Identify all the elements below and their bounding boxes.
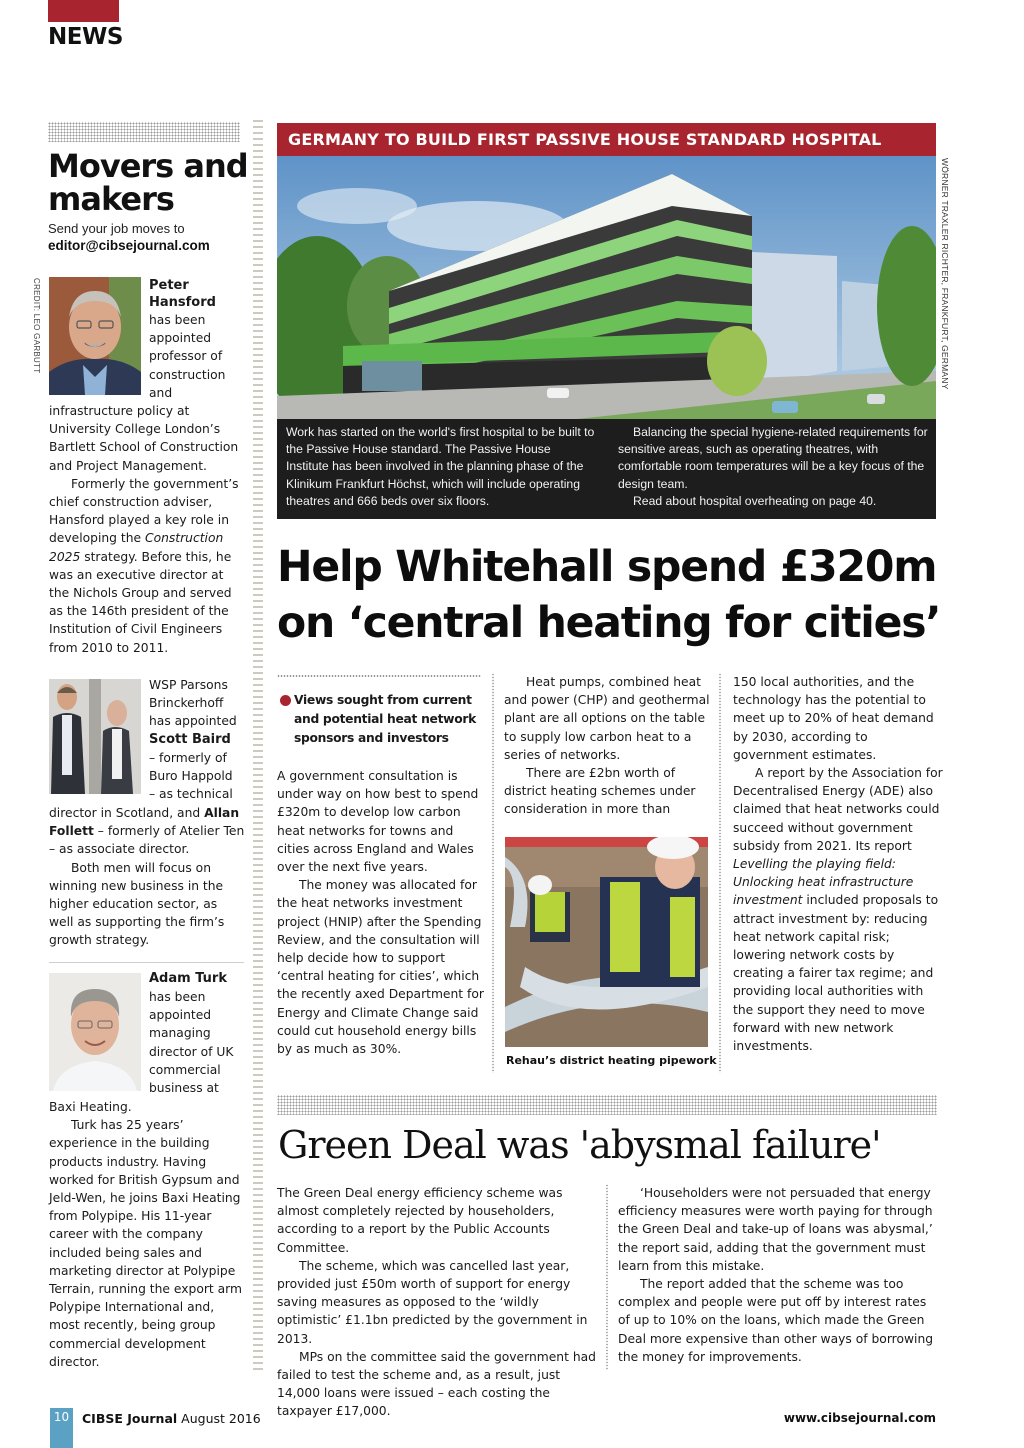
paragraph: Both men will focus on winning new business in the higher education sector, as well as supporting the firm’s growth strategy.: [49, 860, 225, 948]
paragraph: Balancing the special hygiene-related requirements for sensitive areas, such as operating theatres, with comfortable room temperatures will be a key focus of the design team.: [618, 425, 928, 491]
adam-turk-body: [49, 1098, 245, 1371]
text-line: business at: [149, 1081, 219, 1096]
report-title: Levelling the playing field: Unlocking heat infrastructure investment: [733, 857, 914, 908]
text-line: director of UK: [149, 1044, 234, 1059]
heat-column-3: [733, 673, 943, 1055]
journal-name: CIBSE Journal: [82, 1411, 178, 1426]
heat-headline: [277, 540, 942, 652]
paragraph: A government consultation is under way on how best to spend £320m to develop low carbon heat networks for towns and cities across England and Wales over the next five years.: [277, 769, 479, 875]
paragraph: Baxi Heating.: [49, 1100, 132, 1114]
headline-line: on ‘central heating for cities’: [277, 599, 941, 648]
district-heating-pipework-photo: [505, 837, 708, 1047]
text-line: Brinckerhoff: [149, 696, 224, 711]
text-line: appointed: [149, 1008, 212, 1023]
peter-hansford-body: [49, 402, 245, 657]
text-line: has appointed: [149, 714, 237, 729]
column-rule: [719, 673, 721, 1073]
text: A report by the Association for Decentralised Energy (ADE) also claimed that heat networks could succeed without government subsidy from 2021. Its report: [733, 766, 943, 853]
column-rule: [606, 1184, 608, 1370]
caption-left: [286, 424, 596, 510]
text: Formerly the government’s chief construction adviser, Hansford played a key role in developing the: [49, 476, 239, 546]
paragraph: Work has started on the world's first hospital to be built to the Passive House standard. The Passive House Institute has been involved in the planning phase of the Klinikum Frankfurt Höchst, which will include operating theatres and 666 beds over six floors.: [286, 425, 595, 508]
heat-column-1: [277, 767, 487, 1058]
movers-subtitle: Send your job moves to: [48, 221, 185, 236]
wsp-body: [49, 804, 245, 950]
paragraph: [49, 475, 245, 657]
paragraph: Turk has 25 years’ experience in the building products industry. Having worked for British Gypsum and Jeld-Wen, he joins Baxi Heating from Polypipe. His 11-year career with the company included being sales and marketing director at Polypipe Terrain, running the export arm Polypipe International and, most recently, being group commercial development director.: [49, 1118, 242, 1369]
paragraph: MPs on the committee said the government had failed to test the scheme and, as a result, just 14,000 loans were issued – each costing the taxpayer £17,000.: [277, 1349, 596, 1419]
page-number: 10: [50, 1408, 73, 1448]
paragraph: Heat pumps, combined heat and power (CHP) and geothermal plant are all options on the table to supply low carbon heat to a series of networks.: [504, 675, 710, 762]
page-reference: Read about hospital overheating on page 40.: [633, 493, 877, 508]
green-deal-column-1: [277, 1184, 599, 1421]
text: strategy. Before this, he was an executive director at the Nichols Group and served as the 146th president of the Institution of Civil Engineers from 2010 to 2011.: [49, 549, 232, 655]
text-line: has been: [149, 990, 206, 1004]
wsp-intro: [149, 676, 249, 803]
dotted-divider: [277, 1095, 937, 1115]
text-line: professor of: [149, 349, 223, 364]
hospital-rendering-image: [277, 156, 936, 419]
text: – formerly of Atelier Ten – as associate director.: [49, 824, 245, 857]
paragraph: The money was allocated for the heat networks investment project (HNIP) after the Spending Review, and the consultation will help decide how to support ‘central heating for cities’, which the recently axed Department for Energy and Climate Change said could cut household energy bills by as much as 30%.: [277, 878, 484, 1057]
website-link[interactable]: www.cibsejournal.com: [783, 1411, 936, 1425]
person-name: Peter Hansford: [149, 278, 216, 310]
photo-credit: CREDIT: LEO GARBUTT: [32, 278, 41, 374]
peter-hansford-intro: [149, 277, 249, 402]
adam-turk-photo: [49, 973, 141, 1091]
paragraph: infrastructure policy at University College London’s Bartlett School of Construction and Project Management.: [49, 404, 239, 473]
adam-turk-intro: [149, 970, 249, 1097]
green-deal-column-2: [618, 1184, 940, 1366]
bullet-icon: [280, 695, 291, 706]
column-separator: [253, 120, 263, 1370]
text-line: has been: [149, 313, 206, 327]
caption-right: [618, 424, 930, 510]
italic-title: Construction 2025: [49, 531, 224, 564]
headline-line: Help Whitehall spend £320m: [277, 543, 937, 592]
text-line: appointed: [149, 331, 212, 346]
paragraph: The report added that the scheme was too complex and people were put off by interest rates of up to 10% on the loans, which made the Green Deal more expensive than other ways of borrowing the money for improvements.: [618, 1277, 934, 1364]
text-line: – as technical: [149, 787, 233, 802]
section-color-tab: [48, 0, 119, 22]
hospital-caption-box: [277, 419, 936, 519]
paragraph: ‘Householders were not persuaded that energy efficiency measures were worth paying for through the Green Deal and take-up of loans was abysmal,’ the report said, adding that the government must learn from this mistake.: [618, 1186, 933, 1273]
person-name: Adam Turk: [149, 971, 227, 986]
image-credit: WÖRNER TRAXLER RICHTER, FRANKFURT, GERMANY: [940, 158, 950, 390]
text-line: WSP Parsons: [149, 678, 228, 692]
issue-date: August 2016: [181, 1411, 261, 1426]
movers-email-link[interactable]: editor@cibsejournal.com: [48, 238, 210, 253]
paragraph: 150 local authorities, and the technology has the potential to meet up to 20% of heat demand by 2030, according to government estimates.: [733, 675, 934, 762]
paragraph: [49, 804, 245, 859]
text-line: managing: [149, 1026, 211, 1041]
germany-title: GERMANY TO BUILD FIRST PASSIVE HOUSE STANDARD HOSPITAL: [288, 130, 882, 149]
paragraph: The Green Deal energy efficiency scheme was almost completely rejected by householders, according to a report by the Public Accounts Committee.: [277, 1186, 563, 1255]
scott-baird-allan-follett-photo: [49, 679, 141, 794]
person-name: Scott Baird: [149, 731, 231, 747]
column-rule: [492, 673, 494, 1073]
text-line: construction: [149, 367, 226, 382]
movers-title: Movers and makers: [48, 147, 248, 218]
standfirst-text: Views sought from current and potential heat network sponsors and investors: [294, 693, 477, 745]
dotted-divider: [48, 122, 240, 142]
dotted-rule: [277, 675, 481, 677]
paragraph: There are £2bn worth of district heating schemes under consideration in more than: [504, 766, 696, 817]
text: director in Scotland, and: [49, 806, 205, 820]
text-line: Buro Happold: [149, 768, 233, 783]
person-name: Allan Follett: [49, 806, 240, 839]
text-line: and: [149, 385, 173, 400]
divider: [49, 962, 244, 963]
green-deal-headline: Green Deal was 'abysmal failure': [278, 1123, 881, 1167]
text-line: – formerly of: [149, 750, 227, 765]
peter-hansford-photo: [49, 277, 141, 395]
paragraph: The scheme, which was cancelled last year, provided just £50m worth of support for energy saving measures as opposed to the ‘wildly optimistic’ £1.1bn predicted by the government in 2013.: [277, 1258, 588, 1346]
photo-caption: Rehau’s district heating pipework: [506, 1054, 717, 1067]
text: included proposals to attract investment by: reducing heat network capital risk; lowering network costs by creating a fairer tax regime; and providing local authorities with the support they need to move forward with new network investments.: [733, 893, 939, 1054]
journal-issue: [82, 1411, 261, 1426]
standfirst: [280, 691, 485, 748]
section-label: NEWS: [48, 24, 123, 50]
heat-column-2: [504, 673, 714, 819]
text-line: commercial: [149, 1062, 221, 1077]
paragraph: [733, 764, 943, 1055]
